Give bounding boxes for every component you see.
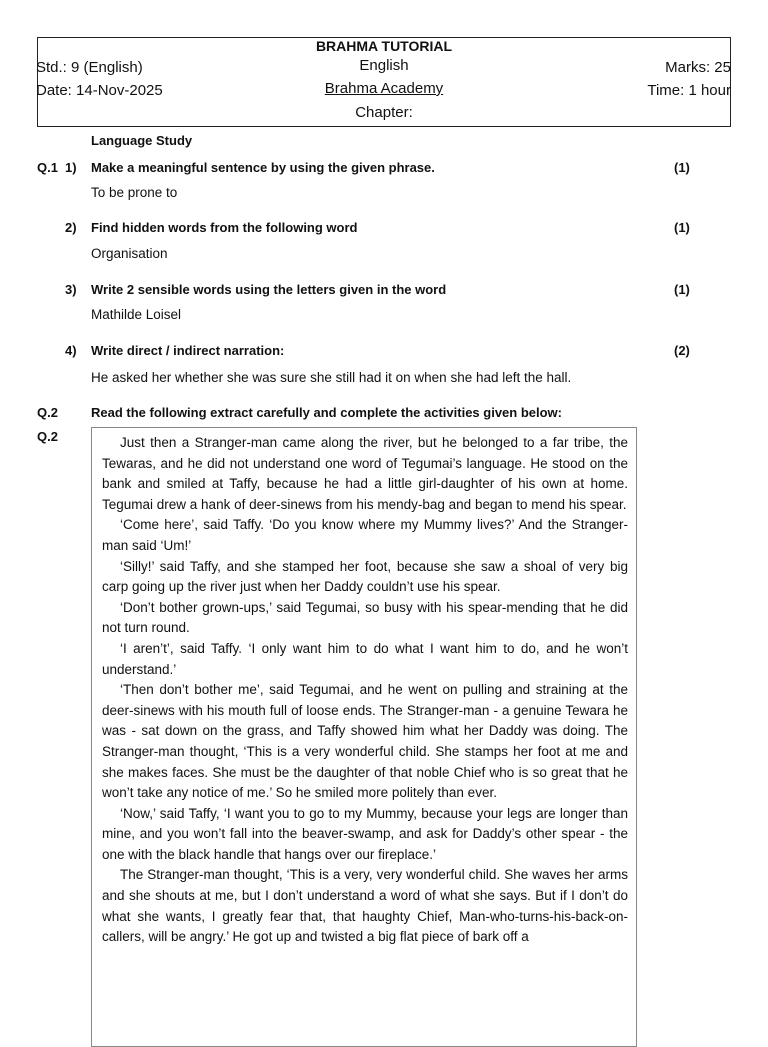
date-label: Date: 14-Nov-2025 [36,82,163,99]
question-text: Make a meaningful sentence by using the given phrase. [91,160,435,175]
question-number: 3) [65,282,77,297]
extract-paragraph: ‘Come here’, said Taffy. ‘Do you know where my Mummy lives?’ And the Stranger-man said ‘Um!’ [102,517,628,553]
subject-label: English [359,57,409,74]
extract-paragraph: ‘Then don’t bother me’, said Tegumai, and he went on pulling and straining at the deer-sinews with his mouth full of loose ends. The Stranger-man - a genuine Tewara he was - sat down on the grass, and Taffy showed him what her Daddy was doing. The Stranger-man thought, ‘This is a very wonderful child. She stamps her foot at me and she makes faces. She must be the daughter of that noble Chief who is so great that he won’t take any notice of me.’ So he smiled more politely than ever. [102,682,628,801]
section-title: Language Study [91,133,193,148]
extract-box [91,427,637,1047]
question-prompt: Mathilde Loisel [91,307,182,322]
institute-title: BRAHMA TUTORIAL [315,38,453,54]
time-label: Time: 1 hour [647,82,731,99]
chapter-label: Chapter: [355,104,413,121]
question-text: Write direct / indirect narration: [91,343,285,358]
question-marks: (1) [674,282,690,297]
total-marks-label: Marks: 25 [665,59,731,76]
extract-paragraph: Just then a Stranger-man came along the river, but he belonged to a far tribe, the Tewaras, and he did not understand one word of Tegumai’s language. He stood on the bank and smiled at Taffy, because he had a little girl-daughter of his own at home. Tegumai drew a hank of deer-sinews from his mendy-bag and began to mend his spear. [102,435,628,512]
academy-name-text: Brahma Academy [324,80,444,97]
question-prompt: He asked her whether she was sure she still had it on when she had left the hall. [91,370,572,385]
question-marks: (1) [674,160,690,175]
question-2-sub-label: Q.2 [37,429,58,444]
standard-label: Std.: 9 (English) [36,59,143,76]
extract-paragraph: ‘Silly!’ said Taffy, and she stamped her foot, because she saw a shoal of very big carp going up the river just when her Daddy couldn’t use his spear. [102,558,628,595]
extract-instruction: Read the following extract carefully and complete the activities given below: [91,405,563,420]
question-number: 2) [65,220,77,235]
question-number: 4) [65,343,77,358]
question-marks: (2) [674,343,690,358]
header-box [37,37,731,127]
extract-text [102,433,628,948]
question-2-label: Q.2 [37,405,58,420]
extract-paragraph: ‘I aren’t’, said Taffy. ‘I only want him to do what I want him to do, and he won’t understand.’ [102,640,628,677]
question-1-label: Q.1 [37,160,58,175]
question-marks: (1) [674,220,690,235]
question-text: Write 2 sensible words using the letters given in the word [91,282,447,297]
extract-paragraph: The Stranger-man thought, ‘This is a very, very wonderful child. She waves her arms and she shouts at me, but I don’t understand a word of what she says. But if I don’t do what she wants, I greatly fear that, that haughty Chief, Man-who-turns-his-back-on-callers, will be angry.’ He got up and twisted a big flat piece of bark off a [102,867,628,945]
question-number: 1) [65,160,77,175]
extract-paragraph: ‘Now,’ said Taffy, ‘I want you to go to my Mummy, because your legs are longer than mine, and you won’t fall into the beaver-swamp, and ask for Daddy’s other spear - the one with the black handle that hangs over our fireplace.’ [102,805,628,862]
question-text: Find hidden words from the following word [91,220,358,235]
extract-paragraph: ‘Don’t bother grown-ups,’ said Tegumai, so busy with his spear-mending that he did not turn round. [102,599,628,636]
question-prompt: Organisation [91,246,168,261]
question-prompt: To be prone to [91,185,178,200]
